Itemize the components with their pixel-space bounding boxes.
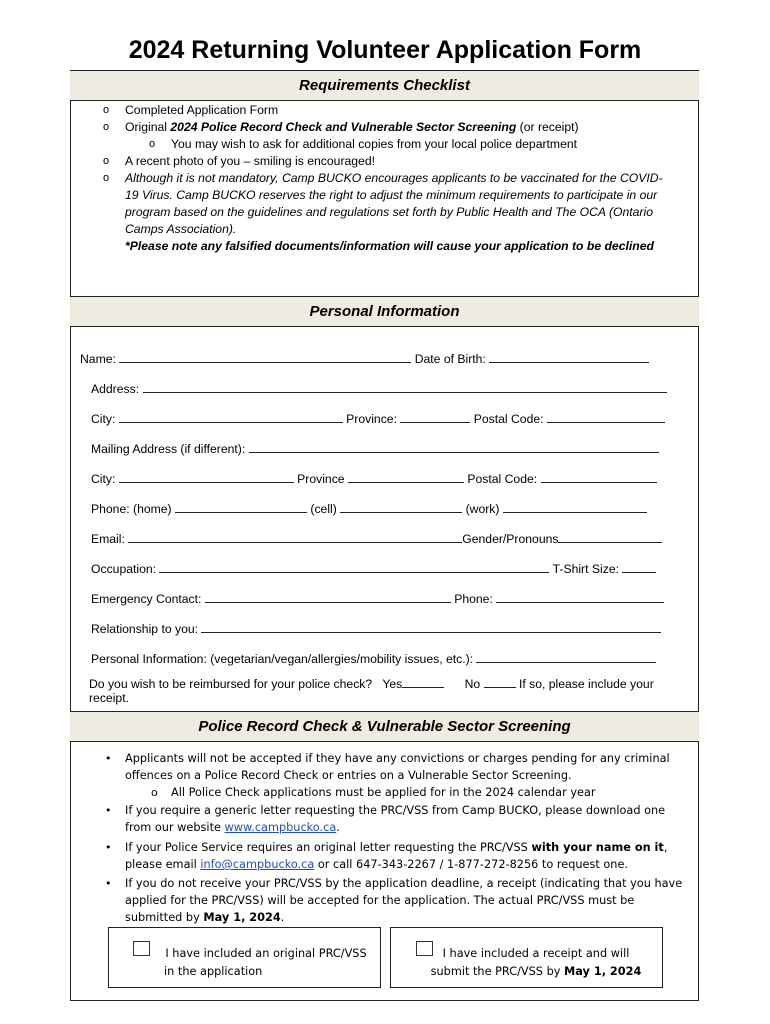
police-bullet-4: • If you do not receive your PRC/VSS by the application deadline, a receipt (indicating that you have (105, 877, 683, 890)
mailing-city-field[interactable] (119, 471, 294, 483)
website-link[interactable]: www.campbucko.ca (224, 821, 337, 834)
personal-details-row: Personal Information: (vegetarian/vegan/allergies/mobility issues, etc.): (91, 651, 656, 667)
occupation-field[interactable] (159, 561, 549, 573)
checklist-item-vaccination: o Although it is not mandatory, Camp BUCKO encourages applicants to be vaccinated for the COVID- (103, 171, 663, 185)
email-link[interactable]: info@campbucko.ca (200, 858, 315, 871)
checklist-item-application-form: o Completed Application Form (103, 103, 279, 117)
postal-code-field[interactable] (547, 411, 665, 423)
police-sub-bullet: o All Police Check applications must be applied for in the 2024 calendar year (151, 786, 596, 799)
original-prc-checkbox[interactable] (133, 941, 150, 956)
name-row: Name: Date of Birth: (80, 351, 649, 367)
requirements-heading: Requirements Checklist (70, 70, 699, 101)
phone-row: Phone: (home) (cell) (work) (91, 501, 647, 517)
address-row: Address: (91, 381, 667, 397)
emergency-contact-row: Emergency Contact: Phone: (91, 591, 664, 607)
reimburse-yes-field[interactable] (402, 676, 444, 688)
name-field[interactable] (119, 351, 411, 363)
vaccination-line-4: Camps Association). (125, 222, 237, 236)
tshirt-size-field[interactable] (622, 561, 656, 573)
receipt-label: I have included a receipt and will submit the PRC/VSS by May 1, 2024 (430, 947, 642, 978)
reimburse-no-field[interactable] (484, 676, 516, 688)
work-phone-field[interactable] (503, 501, 647, 513)
home-phone-field[interactable] (175, 501, 307, 513)
police-bullet-2-line-2: from our website www.campbucko.ca. (125, 821, 340, 834)
cell-phone-field[interactable] (340, 501, 462, 513)
police-check-heading: Police Record Check & Vulnerable Sector Screening (70, 711, 699, 742)
email-field[interactable] (128, 531, 462, 543)
police-bullet-1: • Applicants will not be accepted if they have any convictions or charges pending for any criminal (105, 752, 670, 765)
checklist-item-photo: o A recent photo of you – smiling is encouraged! (103, 154, 375, 168)
province-field[interactable] (400, 411, 470, 423)
gender-pronouns-field[interactable] (558, 531, 662, 543)
police-bullet-3: • If your Police Service requires an original letter requesting the PRC/VSS with your name on it, (105, 841, 668, 854)
police-bullet-4-line-2: applied for the PRC/VSS) will be accepted for the application. The actual PRC/VSS must be (125, 894, 635, 907)
email-row: Email: Gender/Pronouns (91, 531, 662, 547)
personal-details-field[interactable] (476, 651, 656, 663)
emergency-phone-field[interactable] (496, 591, 664, 603)
emergency-contact-field[interactable] (205, 591, 451, 603)
police-bullet-4-line-3: submitted by May 1, 2024. (125, 911, 285, 924)
form-title: 2024 Returning Volunteer Application Form (128, 36, 642, 64)
police-bullet-1-line-2: offences on a Police Record Check or entries on a Vulnerable Sector Screening. (125, 769, 572, 782)
personal-info-heading: Personal Information (70, 296, 699, 327)
mailing-address-row: Mailing Address (if different): (91, 441, 659, 457)
vaccination-line-2: 19 Virus. Camp BUCKO reserves the right to adjust the minimum requirements to participate in our (125, 188, 658, 202)
police-bullet-3-line-2: please email info@campbucko.ca or call 647-343-2267 / 1-877-272-8256 to request one. (125, 858, 628, 871)
checklist-subitem-copies: o You may wish to ask for additional copies from your local police department (149, 137, 578, 151)
city-field[interactable] (119, 411, 343, 423)
occupation-row: Occupation: T-Shirt Size: (91, 561, 656, 577)
reimbursement-receipt: receipt. (89, 691, 129, 705)
mailing-postal-code-field[interactable] (541, 471, 657, 483)
falsified-documents-note: *Please note any falsified documents/information will cause your application to be declined (125, 239, 654, 253)
mailing-province-field[interactable] (348, 471, 464, 483)
city-row: City: Province: Postal Code: (91, 411, 665, 427)
relationship-row: Relationship to you: (91, 621, 661, 637)
mailing-address-field[interactable] (249, 441, 659, 453)
mailing-city-row: City: Province Postal Code: (91, 471, 657, 487)
address-field[interactable] (143, 381, 667, 393)
original-prc-label: I have included an original PRC/VSS in the application (164, 947, 367, 978)
vaccination-line-3: program based on the guidelines and regulations set forth by Public Health and The OCA (Ontario (125, 205, 653, 219)
date-of-birth-field[interactable] (489, 351, 649, 363)
checklist-item-police-check: o Original 2024 Police Record Check and Vulnerable Sector Screening (or receipt) (103, 120, 579, 134)
police-bullet-2: • If you require a generic letter requesting the PRC/VSS from Camp BUCKO, please download one (105, 804, 666, 817)
relationship-field[interactable] (201, 621, 661, 633)
reimbursement-row: Do you wish to be reimbursed for your police check? Yes No If so, please include your (89, 677, 654, 691)
